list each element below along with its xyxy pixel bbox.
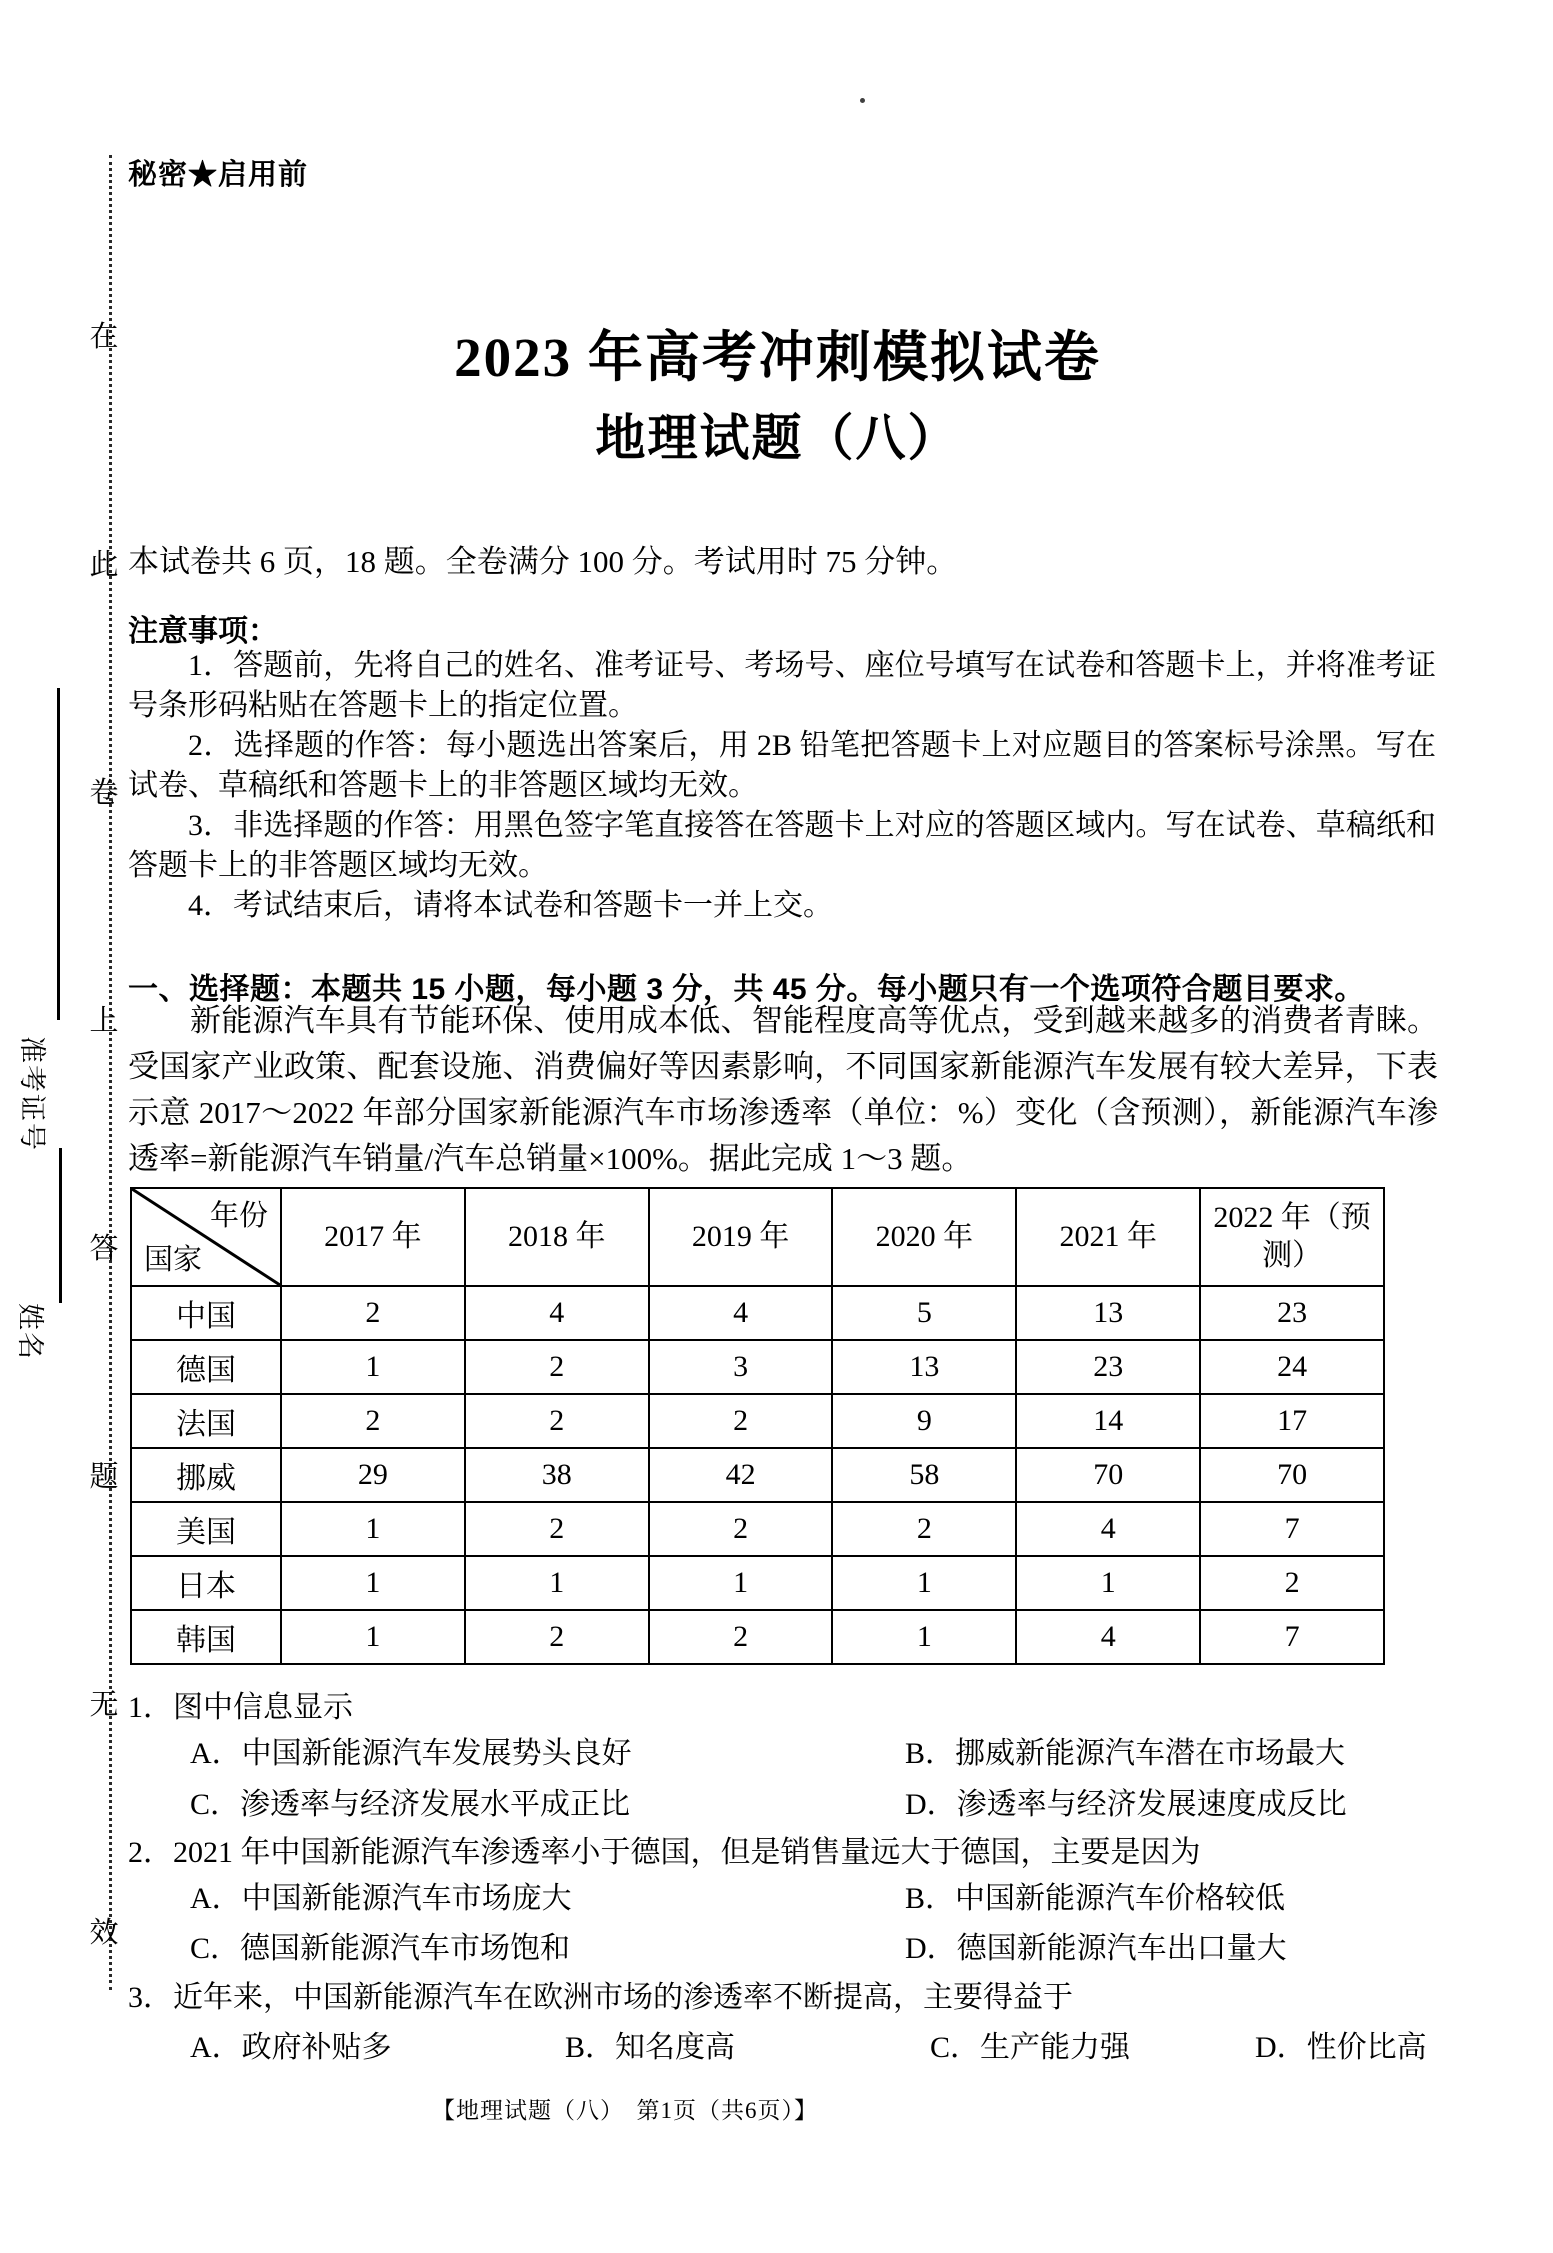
exam-number-fill-line — [57, 688, 60, 1020]
reading-passage: 新能源汽车具有节能环保、使用成本低、智能程度高等优点，受到越来越多的消费者青睐。受国家产业政策、配套设施、消费偏好等因素影响，不同国家新能源汽车发展有较大差异，下表示意 2017～2022 年部分国家新能源汽车市场渗透率（单位：%）变化（含预测），新能源汽车渗透率=新能源汽车销量/汽车总销量×100%。据此完成 1～3 题。 — [128, 1003, 1438, 1176]
value-cell: 5 — [832, 1286, 1016, 1340]
value-cell: 2 — [649, 1502, 833, 1556]
option-c: C．生产能力强 — [930, 2031, 1131, 2064]
year-column-header: 2022 年（预测） — [1200, 1188, 1384, 1286]
value-cell: 9 — [832, 1394, 1016, 1448]
option-c: C．德国新能源汽车市场饱和 — [190, 1932, 571, 1965]
value-cell: 4 — [649, 1286, 833, 1340]
option-d: D．德国新能源汽车出口量大 — [905, 1932, 1287, 1965]
value-cell: 23 — [1016, 1340, 1200, 1394]
paper-title: 2023 年高考冲刺模拟试卷 — [454, 327, 1101, 388]
value-cell: 70 — [1016, 1448, 1200, 1502]
country-cell: 挪威 — [131, 1448, 281, 1502]
value-cell: 2 — [281, 1394, 465, 1448]
table-row — [131, 1448, 1384, 1502]
value-cell: 13 — [832, 1340, 1016, 1394]
notice-heading: 注意事项： — [128, 615, 278, 648]
table-row — [131, 1286, 1384, 1340]
value-cell: 29 — [281, 1448, 465, 1502]
value-cell: 4 — [1016, 1502, 1200, 1556]
table-body — [131, 1286, 1384, 1664]
country-cell: 中国 — [131, 1286, 281, 1340]
seal-char: 卷 — [89, 777, 119, 809]
name-label: 姓名 — [15, 1303, 45, 1361]
value-cell: 2 — [465, 1394, 649, 1448]
corner-label-year: 年份 — [209, 1200, 268, 1232]
section-heading: 一、选择题：本题共 15 小题，每小题 3 分，共 45 分。每小题只有一个选项符合题目要求。 — [128, 973, 1365, 1006]
value-cell: 17 — [1200, 1394, 1384, 1448]
corner-label-country: 国家 — [144, 1244, 203, 1276]
penetration-rate-table — [130, 1187, 1385, 1665]
value-cell: 2 — [649, 1610, 833, 1664]
value-cell: 1 — [649, 1556, 833, 1610]
question-stem: 2．2021 年中国新能源汽车渗透率小于德国，但是销售量远大于德国，主要是因为 — [128, 1836, 1201, 1869]
value-cell: 3 — [649, 1340, 833, 1394]
option-a: A．中国新能源汽车市场庞大 — [190, 1882, 572, 1915]
option-b: B．知名度高 — [565, 2031, 736, 2064]
seal-char: 无 — [89, 1689, 119, 1721]
table-row — [131, 1394, 1384, 1448]
table-row — [131, 1610, 1384, 1664]
exam-summary: 本试卷共 6 页，18 题。全卷满分 100 分。考试用时 75 分钟。 — [128, 544, 958, 579]
stray-dot — [860, 98, 865, 103]
value-cell: 13 — [1016, 1286, 1200, 1340]
notice-item: 1．答题前，先将自己的姓名、准考证号、考场号、座位号填写在试卷和答题卡上，并将准考证号条形码粘贴在答题卡上的指定位置。 — [128, 649, 1436, 722]
value-cell: 24 — [1200, 1340, 1384, 1394]
option-a: A．政府补贴多 — [190, 2031, 392, 2064]
seal-char: 在 — [89, 321, 119, 353]
option-d: D．渗透率与经济发展速度成反比 — [905, 1788, 1347, 1821]
value-cell: 70 — [1200, 1448, 1384, 1502]
table-row — [131, 1556, 1384, 1610]
year-column-header: 2017 年 — [281, 1188, 465, 1286]
year-column-header: 2021 年 — [1016, 1188, 1200, 1286]
value-cell: 1 — [281, 1610, 465, 1664]
year-column-header: 2019 年 — [649, 1188, 833, 1286]
country-cell: 日本 — [131, 1556, 281, 1610]
subject-title: 地理试题（八） — [595, 410, 960, 466]
country-cell: 美国 — [131, 1502, 281, 1556]
country-cell: 德国 — [131, 1340, 281, 1394]
value-cell: 2 — [832, 1502, 1016, 1556]
question-stem: 1．图中信息显示 — [128, 1691, 353, 1724]
table-row — [131, 1340, 1384, 1394]
seal-char: 答 — [89, 1233, 119, 1265]
value-cell: 2 — [465, 1610, 649, 1664]
notice-item: 4．考试结束后，请将本试卷和答题卡一并上交。 — [188, 889, 833, 922]
notice-list — [128, 646, 1436, 926]
value-cell: 1 — [832, 1556, 1016, 1610]
option-c: C．渗透率与经济发展水平成正比 — [190, 1788, 631, 1821]
option-b: B．挪威新能源汽车潜在市场最大 — [905, 1737, 1346, 1770]
value-cell: 1 — [281, 1340, 465, 1394]
value-cell: 7 — [1200, 1502, 1384, 1556]
country-cell: 法国 — [131, 1394, 281, 1448]
value-cell: 2 — [281, 1286, 465, 1340]
page-footer: 【地理试题（八） 第1页（共6页）】 — [432, 2098, 818, 2123]
value-cell: 4 — [1016, 1610, 1200, 1664]
classification-label: 秘密★启用前 — [128, 159, 309, 191]
year-column-header: 2018 年 — [465, 1188, 649, 1286]
value-cell: 1 — [281, 1556, 465, 1610]
option-b: B．中国新能源汽车价格较低 — [905, 1882, 1286, 1915]
value-cell: 4 — [465, 1286, 649, 1340]
value-cell: 7 — [1200, 1610, 1384, 1664]
question-stem: 3．近年来，中国新能源汽车在欧洲市场的渗透率不断提高，主要得益于 — [128, 1981, 1073, 2014]
value-cell: 1 — [832, 1610, 1016, 1664]
value-cell: 2 — [1200, 1556, 1384, 1610]
value-cell: 58 — [832, 1448, 1016, 1502]
seal-char: 效 — [89, 1917, 119, 1949]
exam-number-label: 准考证号 — [17, 1036, 47, 1152]
notice-item: 3．非选择题的作答：用黑色签字笔直接答在答题卡上对应的答题区域内。写在试卷、草稿纸和答题卡上的非答题区域均无效。 — [128, 809, 1436, 882]
table-corner-cell — [131, 1188, 281, 1286]
value-cell: 14 — [1016, 1394, 1200, 1448]
option-d: D．性价比高 — [1255, 2031, 1427, 2064]
value-cell: 38 — [465, 1448, 649, 1502]
value-cell: 1 — [281, 1502, 465, 1556]
option-a: A．中国新能源汽车发展势头良好 — [190, 1737, 632, 1770]
value-cell: 42 — [649, 1448, 833, 1502]
table-header-row — [131, 1188, 1384, 1286]
seal-char: 题 — [89, 1461, 119, 1493]
seal-char: 此 — [89, 549, 119, 581]
seal-char: 上 — [89, 1005, 119, 1037]
table-row — [131, 1502, 1384, 1556]
year-column-header: 2020 年 — [832, 1188, 1016, 1286]
value-cell: 2 — [649, 1394, 833, 1448]
notice-item: 2．选择题的作答：每小题选出答案后，用 2B 铅笔把答题卡上对应题目的答案标号涂黑。写在试卷、草稿纸和答题卡上的非答题区域均无效。 — [128, 729, 1436, 802]
name-fill-line — [59, 1148, 62, 1303]
country-cell: 韩国 — [131, 1610, 281, 1664]
value-cell: 1 — [1016, 1556, 1200, 1610]
value-cell: 2 — [465, 1502, 649, 1556]
value-cell: 2 — [465, 1340, 649, 1394]
value-cell: 23 — [1200, 1286, 1384, 1340]
value-cell: 1 — [465, 1556, 649, 1610]
